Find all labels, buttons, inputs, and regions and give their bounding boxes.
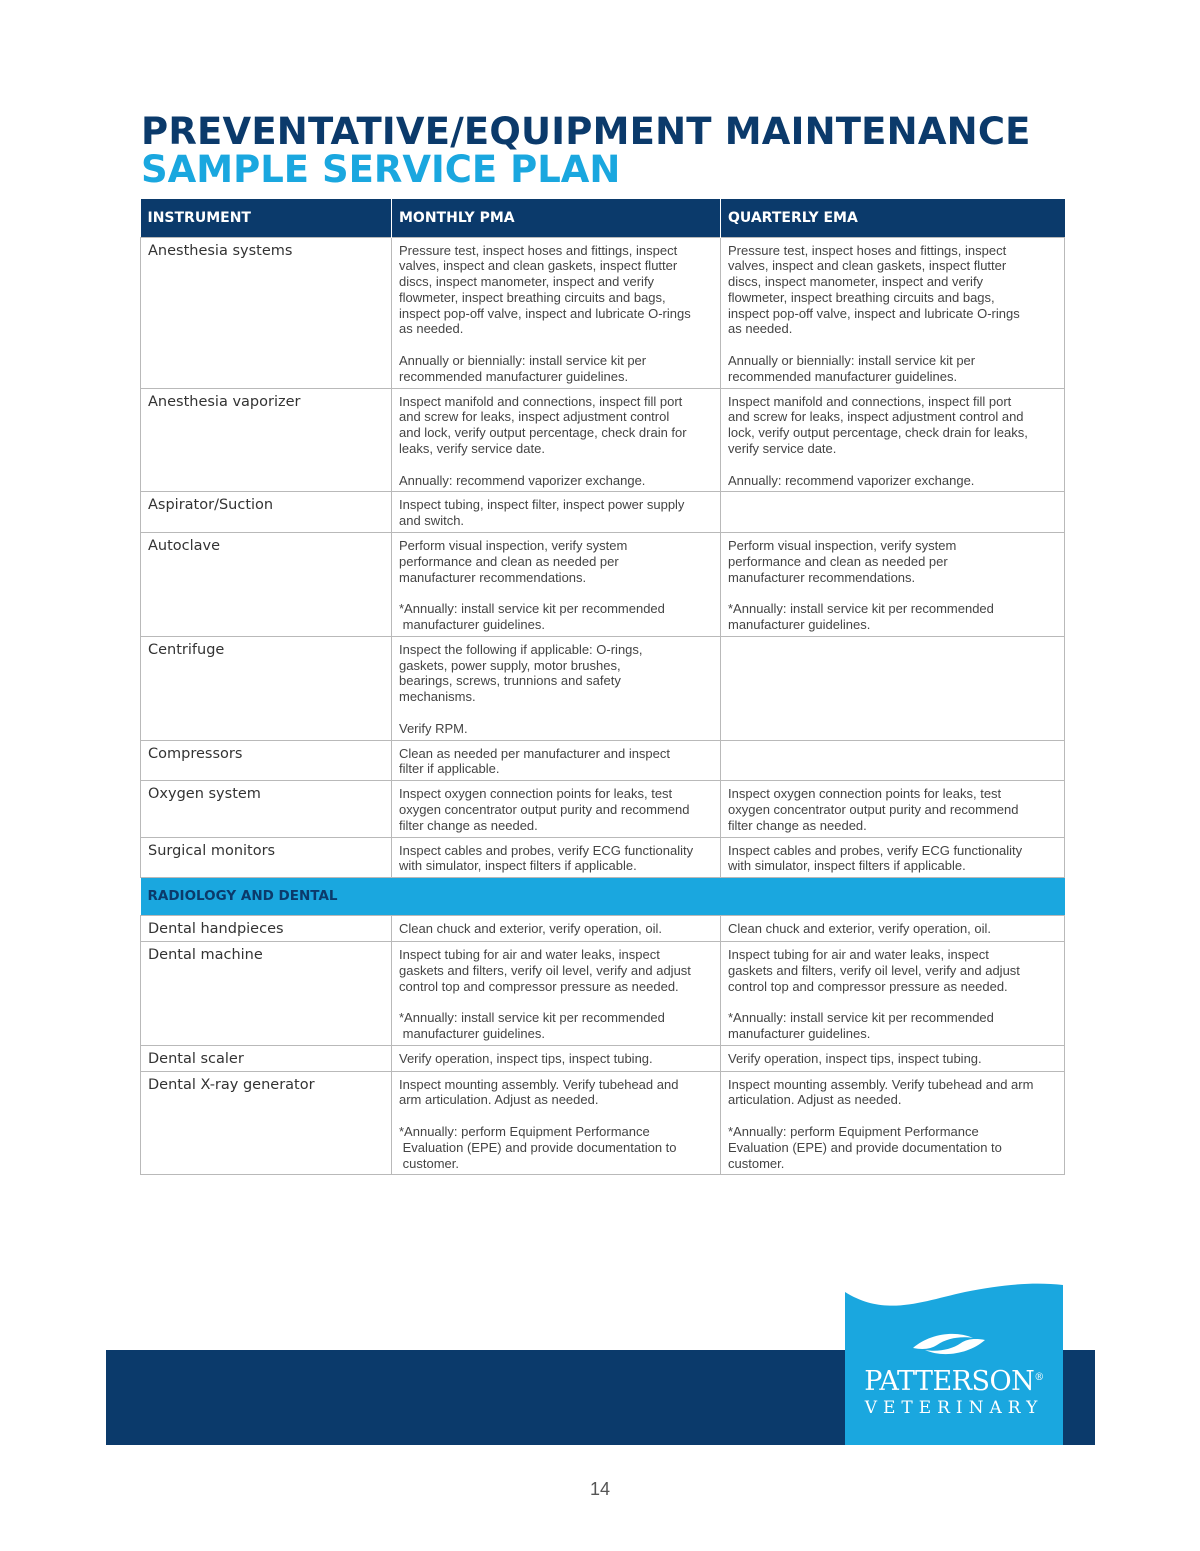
quarterly-ema-cell <box>721 388 1065 492</box>
quarterly-ema-cell-paragraph: Perform visual inspection, verify system performance and clean as needed per manufacturer recommendations. <box>728 538 957 585</box>
page-number: 14 <box>589 1479 611 1499</box>
monthly-pma-cell-paragraph: Annually: recommend vaporizer exchange. <box>399 472 646 488</box>
table-row <box>141 740 1065 781</box>
monthly-pma-cell-paragraph: Pressure test, inspect hoses and fittings, inspect valves, inspect and clean gaskets, inspect flutter discs, inspect manometer, inspect and verify flowmeter, inspect breathing circuits and bags, inspect pop-off valve, inspect and lubricate O-rings as needed. <box>399 242 691 337</box>
quarterly-ema-cell <box>721 916 1065 942</box>
table-row <box>141 533 1065 637</box>
monthly-pma-cell <box>392 916 721 942</box>
table-row <box>141 916 1065 942</box>
table-row <box>141 781 1065 837</box>
monthly-pma-cell-paragraph: Inspect tubing, inspect filter, inspect power supply and switch. <box>399 497 685 529</box>
quarterly-ema-cell <box>721 1071 1065 1175</box>
quarterly-ema-cell <box>721 837 1065 878</box>
quarterly-ema-cell-paragraph: Inspect mounting assembly. Verify tubehead and arm articulation. Adjust as needed. <box>728 1076 1034 1108</box>
title-line-2: SAMPLE SERVICE PLAN <box>141 148 621 191</box>
table-row <box>141 1045 1065 1071</box>
patterson-logo <box>845 1364 1063 1418</box>
quarterly-ema-cell <box>721 237 1065 388</box>
page-title <box>141 110 1101 191</box>
instrument-cell: Autoclave <box>141 533 392 637</box>
quarterly-ema-cell-paragraph: Annually or biennially: install service kit per recommended manufacturer guidelines. <box>728 353 976 384</box>
quarterly-ema-cell-paragraph: Clean chuck and exterior, verify operation, oil. <box>728 921 992 937</box>
monthly-pma-cell <box>392 1071 721 1175</box>
monthly-pma-cell-paragraph: Verify operation, inspect tips, inspect tubing. <box>399 1050 653 1066</box>
monthly-pma-cell <box>392 781 721 837</box>
quarterly-ema-cell-paragraph: *Annually: install service kit per recommended manufacturer guidelines. <box>728 1010 994 1041</box>
monthly-pma-cell-paragraph: Inspect oxygen connection points for leaks, test oxygen concentrator output purity and recommend filter change as needed. <box>399 786 690 833</box>
monthly-pma-cell <box>392 636 721 740</box>
table-row <box>141 237 1065 388</box>
quarterly-ema-cell-paragraph: *Annually: perform Equipment Performance Evaluation (EPE) and provide documentation to customer. <box>728 1123 1002 1171</box>
monthly-pma-cell-paragraph: *Annually: perform Equipment Performance Evaluation (EPE) and provide documentation to customer. <box>399 1123 677 1171</box>
monthly-pma-cell <box>392 837 721 878</box>
section-header-row <box>141 878 1065 916</box>
monthly-pma-cell <box>392 492 721 533</box>
table-row <box>141 1071 1065 1175</box>
monthly-pma-cell-paragraph: Verify RPM. <box>399 720 468 736</box>
instrument-cell: Dental machine <box>141 941 392 1045</box>
monthly-pma-cell <box>392 740 721 781</box>
quarterly-ema-cell <box>721 1045 1065 1071</box>
monthly-pma-cell-paragraph: Clean as needed per manufacturer and inspect filter if applicable. <box>399 745 671 777</box>
monthly-pma-cell-paragraph: Annually or biennially: install service kit per recommended manufacturer guidelines. <box>399 353 647 384</box>
instrument-cell: Centrifuge <box>141 636 392 740</box>
monthly-pma-cell-paragraph: Perform visual inspection, verify system performance and clean as needed per manufacturer recommendations. <box>399 538 628 585</box>
monthly-pma-cell-paragraph: Inspect tubing for air and water leaks, inspect gaskets and filters, verify oil level, verify and adjust control top and compressor pressure as needed. <box>399 946 691 994</box>
instrument-cell: Dental scaler <box>141 1045 392 1071</box>
instrument-cell: Surgical monitors <box>141 837 392 878</box>
quarterly-ema-cell-paragraph: Annually: recommend vaporizer exchange. <box>728 472 975 488</box>
quarterly-ema-cell <box>721 781 1065 837</box>
instrument-cell: Dental X-ray generator <box>141 1071 392 1175</box>
quarterly-ema-cell <box>721 636 1065 740</box>
quarterly-ema-cell-paragraph: *Annually: install service kit per recommended manufacturer guidelines. <box>728 601 994 633</box>
monthly-pma-cell-paragraph: Inspect manifold and connections, inspect fill port and screw for leaks, inspect adjustment control and lock, verify output percentage, check drain for leaks, verify service date. <box>399 393 687 457</box>
quarterly-ema-cell-paragraph: Verify operation, inspect tips, inspect tubing. <box>728 1050 982 1066</box>
instrument-cell: Oxygen system <box>141 781 392 837</box>
table-row <box>141 941 1065 1045</box>
instrument-cell: Anesthesia systems <box>141 237 392 388</box>
monthly-pma-cell <box>392 388 721 492</box>
monthly-pma-cell-paragraph: Inspect the following if applicable: O-rings, gaskets, power supply, motor brushes, bearings, screws, trunnions and safety mechanisms. <box>399 641 643 705</box>
header-instrument: INSTRUMENT <box>141 199 392 237</box>
table-row <box>141 636 1065 740</box>
table-row <box>141 492 1065 533</box>
table-row <box>141 388 1065 492</box>
monthly-pma-cell-paragraph: *Annually: install service kit per recommended manufacturer guidelines. <box>399 1010 665 1041</box>
instrument-cell: Anesthesia vaporizer <box>141 388 392 492</box>
monthly-pma-cell-paragraph: Clean chuck and exterior, verify operation, oil. <box>399 921 663 937</box>
quarterly-ema-cell <box>721 492 1065 533</box>
quarterly-ema-cell-paragraph: Pressure test, inspect hoses and fittings, inspect valves, inspect and clean gaskets, inspect flutter discs, inspect manometer, inspect and verify flowmeter, inspect breathing circuits and bags, inspect pop-off valve, inspect and lubricate O-rings as needed. <box>728 242 1020 337</box>
quarterly-ema-cell-paragraph: Inspect manifold and connections, inspect fill port and screw for leaks, inspect adjustment control and lock, verify output percentage, check drain for leaks, verify service date. <box>728 393 1028 457</box>
quarterly-ema-cell-paragraph: Inspect cables and probes, verify ECG functionality with simulator, inspect filters if applicable. <box>728 842 1023 874</box>
header-monthly-pma: MONTHLY PMA <box>392 199 721 237</box>
monthly-pma-cell <box>392 533 721 637</box>
logo-subtitle: VETERINARY <box>864 1398 1044 1418</box>
instrument-cell: Compressors <box>141 740 392 781</box>
quarterly-ema-cell <box>721 941 1065 1045</box>
monthly-pma-cell-paragraph: *Annually: install service kit per recommended manufacturer guidelines. <box>399 601 665 633</box>
service-plan-table <box>140 199 1065 1175</box>
instrument-cell: Aspirator/Suction <box>141 492 392 533</box>
quarterly-ema-cell-paragraph: Inspect oxygen connection points for leaks, test oxygen concentrator output purity and recommend filter change as needed. <box>728 786 1019 833</box>
logo-registered-mark: ® <box>1034 1372 1044 1383</box>
quarterly-ema-cell <box>721 533 1065 637</box>
monthly-pma-cell <box>392 237 721 388</box>
instrument-cell: Dental handpieces <box>141 916 392 942</box>
table-header-row <box>141 199 1065 237</box>
monthly-pma-cell-paragraph: Inspect cables and probes, verify ECG functionality with simulator, inspect filters if applicable. <box>399 842 694 874</box>
table-row <box>141 837 1065 878</box>
quarterly-ema-cell <box>721 740 1065 781</box>
logo-brand: PATTERSON <box>864 1366 1035 1397</box>
monthly-pma-cell-paragraph: Inspect mounting assembly. Verify tubehead and arm articulation. Adjust as needed. <box>399 1076 679 1108</box>
title-line-1: PREVENTATIVE/EQUIPMENT MAINTENANCE <box>141 110 1031 153</box>
monthly-pma-cell <box>392 941 721 1045</box>
section-header-radiology-dental: RADIOLOGY AND DENTAL <box>141 878 1065 916</box>
quarterly-ema-cell-paragraph: Inspect tubing for air and water leaks, inspect gaskets and filters, verify oil level, verify and adjust control top and compressor pressure as needed. <box>728 946 1020 994</box>
table-body <box>141 237 1065 1175</box>
header-quarterly-ema: QUARTERLY EMA <box>721 199 1065 237</box>
monthly-pma-cell <box>392 1045 721 1071</box>
